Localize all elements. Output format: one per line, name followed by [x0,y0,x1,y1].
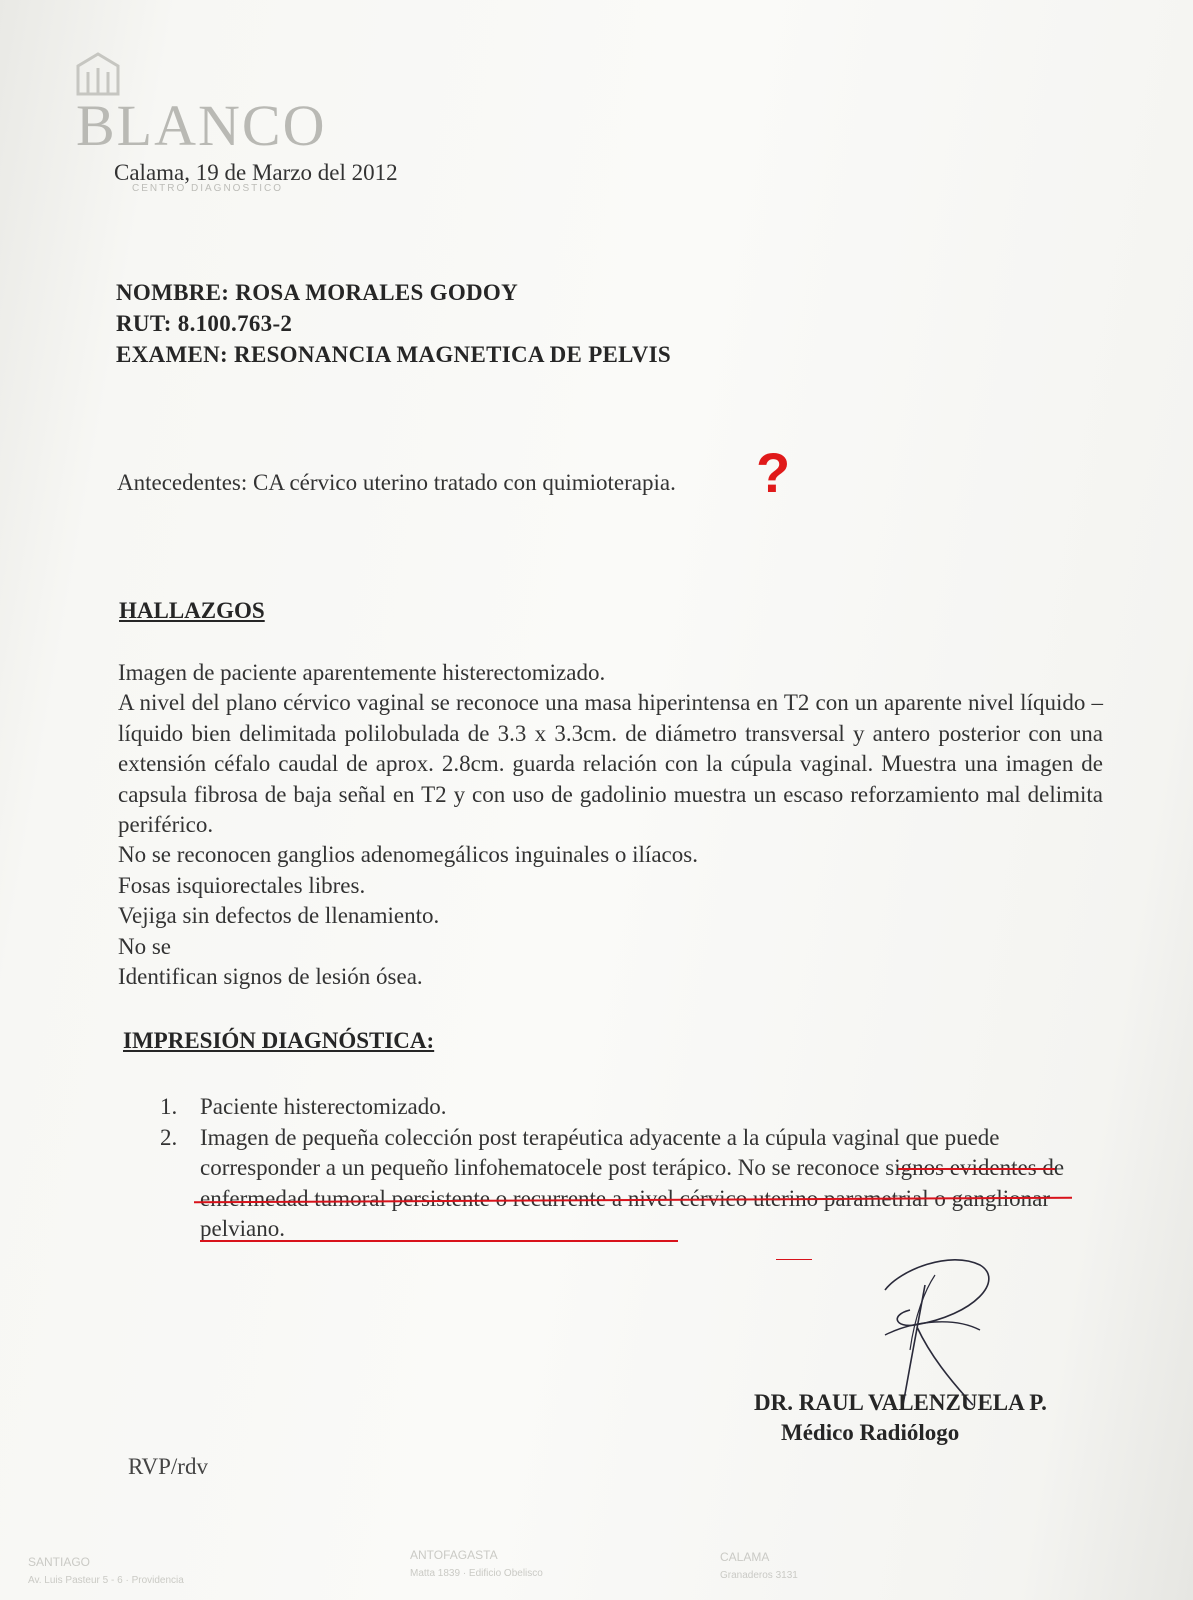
list-number: 2. [160,1124,178,1150]
brand-tagline: CENTRO DIAGNOSTICO [132,183,284,194]
list-item-text: Paciente histerectomizado. [200,1094,447,1119]
exam-type: EXAMEN: RESONANCIA MAGNETICA DE PELVIS [116,342,671,367]
footer-address: Av. Luis Pasteur 5 - 6 · Providencia [28,1575,184,1586]
patient-rut: RUT: 8.100.763-2 [116,311,293,336]
physician-name: DR. RAUL VALENZUELA P. [754,1390,1047,1415]
footer-address: Granaderos 3131 [720,1570,798,1581]
patient-name: NOMBRE: ROSA MORALES GODOY [116,280,519,305]
finding-line: Vejiga sin defectos de llenamiento. [118,903,440,929]
antecedentes-text: Antecedentes: CA cérvico uterino tratado con quimioterapia. [117,470,676,495]
document-date: Calama, 19 de Marzo del 2012 [114,160,398,185]
footer-office [410,1548,543,1579]
brand-logo: BLANCO [76,93,327,158]
physician-title: Médico Radiólogo [781,1420,960,1445]
hallazgos-heading: HALLAZGOS [119,598,265,623]
footer-office [28,1555,184,1586]
list-item [160,1123,1065,1245]
list-number: 1. [160,1094,178,1119]
finding-line: No se reconocen ganglios adenomegálicos inguinales o ilíacos. [118,842,698,868]
hallazgos-body [118,658,1103,992]
footer-city: ANTOFAGASTA [410,1548,498,1562]
finding-line: No se [118,933,172,959]
red-underline-mark [898,1168,1055,1170]
red-underline-mark [200,1240,678,1242]
document-initials: RVP/rdv [128,1454,208,1479]
footer-office [720,1550,798,1581]
red-mark [776,1259,812,1260]
impresion-heading: IMPRESIÓN DIAGNÓSTICA: [123,1028,435,1053]
list-item [160,1092,1065,1123]
footer-city: SANTIAGO [28,1555,91,1569]
list-item-text: Imagen de pequeña colección post terapéutica adyacente a la cúpula vaginal que puede corresponder a un pequeño linfohematocele post terápico. [200,1124,1000,1180]
finding-paragraph: A nivel del plano cérvico vaginal se reconoce una masa hiperintensa en T2 con un aparente nivel líquido – líquido bien delimitada polilobulada de 3.3 x 3.3cm. de diámetro transversal y antero posterior con una extensión céfalo caudal de aprox. 2.8cm. guarda relación con la cúpula vaginal. Muestra una imagen de capsula fibrosa de baja señal en T2 y con uso de gadolinio muestra un escaso reforzamiento mal delimita periférico. [118,690,1103,838]
highlighted-conclusion: No se reconoce signos evidentes de enfermedad tumoral persistente o recurrente a nivel cérvico uterino parametrial o ganglionar pelviano. [200,1155,1065,1241]
finding-line: Identifican signos de lesión ósea. [118,964,423,990]
question-mark-annotation: ? [756,441,791,504]
finding-line: Fosas isquiorectales libres. [118,872,366,898]
finding-line: Imagen de paciente aparentemente histerectomizado. [118,660,606,685]
footer-address: Matta 1839 · Edificio Obelisco [410,1568,543,1579]
footer-city: CALAMA [720,1550,770,1564]
